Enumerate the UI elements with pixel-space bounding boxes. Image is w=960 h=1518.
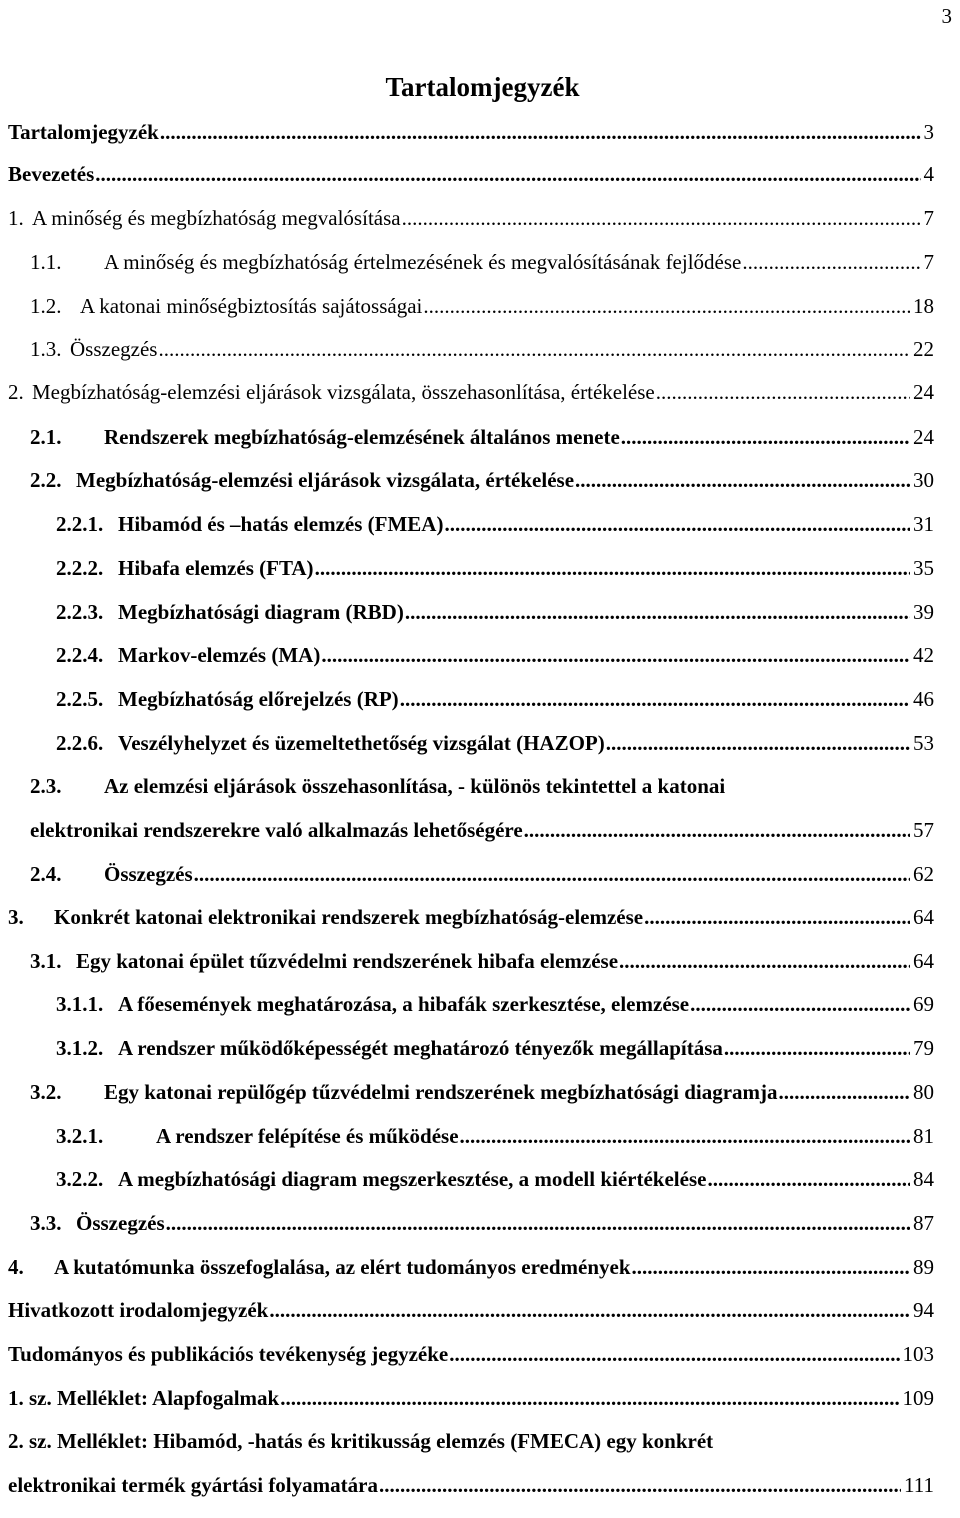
toc-entry-page: 22 bbox=[913, 337, 934, 361]
dot-leader bbox=[166, 1209, 910, 1237]
toc-entry-title: A minőség és megbízhatóság értelmezésének és megvalósításának fejlődése bbox=[104, 250, 742, 274]
toc-entry-number: 2.2.5. bbox=[56, 687, 104, 711]
toc-entry-title: Összegzés bbox=[70, 337, 158, 361]
toc-entry-number: 3.2. bbox=[30, 1080, 62, 1104]
dot-leader bbox=[269, 1296, 910, 1324]
dot-leader bbox=[405, 598, 910, 626]
dot-leader bbox=[656, 378, 910, 406]
toc-entry[interactable] bbox=[8, 118, 934, 146]
toc-entry-title: Megbízhatóság-elemzési eljárások vizsgálata, összehasonlítása, értékelése bbox=[32, 380, 655, 404]
toc-entry[interactable] bbox=[56, 510, 934, 538]
toc-entry[interactable] bbox=[8, 1340, 934, 1368]
toc-entry-page: 39 bbox=[913, 600, 934, 624]
toc-entry-title: Összegzés bbox=[76, 1211, 165, 1235]
toc-entry-page: 7 bbox=[923, 206, 934, 230]
toc-entry-page: 62 bbox=[913, 862, 934, 886]
toc-entry-title: A katonai minőségbiztosítás sajátosságai bbox=[80, 294, 423, 318]
dot-leader bbox=[742, 248, 920, 276]
dot-leader bbox=[707, 1165, 910, 1193]
toc-entry-page: 24 bbox=[913, 425, 934, 449]
toc-entry-number: 3.2.2. bbox=[56, 1167, 104, 1191]
toc-entry[interactable] bbox=[8, 160, 934, 188]
toc-entry-page: 42 bbox=[913, 643, 934, 667]
toc-entry-page: 35 bbox=[913, 556, 934, 580]
toc-entry-title: Egy katonai épület tűzvédelmi rendszerének hibafa elemzése bbox=[76, 949, 619, 973]
dot-leader bbox=[644, 903, 910, 931]
toc-entry[interactable] bbox=[8, 1253, 934, 1281]
toc-entry-number: 1.2. bbox=[30, 294, 62, 318]
toc-entry-title: A főesemények meghatározása, a hibafák szerkesztése, elemzése bbox=[118, 992, 690, 1016]
toc-entry-page: 69 bbox=[913, 992, 934, 1016]
toc-entry-page: 111 bbox=[904, 1473, 934, 1497]
toc-entry-title-continuation: elektronikai termék gyártási folyamatára bbox=[8, 1473, 378, 1497]
dot-leader bbox=[779, 1078, 910, 1106]
toc-entry-title: Bevezetés bbox=[8, 162, 95, 186]
toc-entry-title: A minőség és megbízhatóság megvalósítása bbox=[32, 206, 401, 230]
toc-entry-page: 103 bbox=[902, 1342, 934, 1366]
toc-entry-title: A rendszer működőképességét meghatározó tényezők megállapítása bbox=[118, 1036, 723, 1060]
toc-entry-title-continuation: elektronikai rendszerekre való alkalmazás lehetőségére bbox=[30, 818, 523, 842]
toc-entry[interactable] bbox=[56, 729, 934, 757]
toc-entry[interactable] bbox=[30, 335, 934, 363]
toc-entry-title: A rendszer felépítése és működése bbox=[156, 1124, 459, 1148]
toc-entry-title: A kutatómunka összefoglalása, az elért tudományos eredmények bbox=[54, 1255, 631, 1279]
toc-entry-line bbox=[30, 772, 725, 800]
toc-entry-number: 2. bbox=[8, 380, 24, 404]
toc-entry[interactable] bbox=[8, 378, 934, 406]
toc-entry-page: 79 bbox=[913, 1036, 934, 1060]
dot-leader bbox=[321, 641, 910, 669]
toc-entry-number: 2.2.6. bbox=[56, 731, 104, 755]
toc-entry-title: Veszélyhelyzet és üzemeltethetőség vizsgálat (HAZOP) bbox=[118, 731, 605, 755]
toc-entry-title: 2. sz. Melléklet: Hibamód, -hatás és kritikusság elemzés (FMECA) egy konkrét bbox=[8, 1429, 714, 1453]
dot-leader bbox=[606, 729, 910, 757]
toc-entry-title: Hibamód és –hatás elemzés (FMEA) bbox=[118, 512, 444, 536]
toc-entry-number: 3.3. bbox=[30, 1211, 62, 1235]
toc-entry-number: 2.2.1. bbox=[56, 512, 104, 536]
toc-entry[interactable] bbox=[56, 641, 934, 669]
dot-leader bbox=[280, 1384, 899, 1412]
toc-entry-number: 2.3. bbox=[30, 774, 62, 798]
toc-entry-number: 2.1. bbox=[30, 425, 62, 449]
dot-leader bbox=[449, 1340, 899, 1368]
toc-entry-title: Megbízhatósági diagram (RBD) bbox=[118, 600, 404, 624]
toc-entry-title: Markov-elemzés (MA) bbox=[118, 643, 321, 667]
dot-leader bbox=[575, 466, 910, 494]
dot-leader bbox=[524, 816, 910, 844]
toc-entry[interactable] bbox=[30, 1078, 934, 1106]
toc-entry-page: 30 bbox=[913, 468, 934, 492]
toc-entry-title: Az elemzési eljárások összehasonlítása, - különös tekintettel a katonai bbox=[104, 774, 726, 798]
toc-entry-page: 80 bbox=[913, 1080, 934, 1104]
toc-entry-title: Összegzés bbox=[104, 862, 193, 886]
toc-entry-number: 2.2. bbox=[30, 468, 62, 492]
dot-leader bbox=[724, 1034, 910, 1062]
toc-entry-number: 2.2.4. bbox=[56, 643, 104, 667]
toc-entry-number: 3.1.1. bbox=[56, 992, 104, 1016]
toc-entry[interactable] bbox=[30, 423, 934, 451]
toc-entry-line bbox=[8, 1427, 713, 1455]
dot-leader bbox=[423, 292, 910, 320]
toc-entry-page: 57 bbox=[913, 818, 934, 842]
toc-entry-page: 89 bbox=[913, 1255, 934, 1279]
toc-entry-page: 24 bbox=[913, 380, 934, 404]
dot-leader bbox=[402, 204, 921, 232]
toc-entry-title: Hibafa elemzés (FTA) bbox=[118, 556, 314, 580]
toc-entry-number: 3.1. bbox=[30, 949, 62, 973]
dot-leader bbox=[690, 990, 910, 1018]
dot-leader bbox=[460, 1122, 910, 1150]
toc-entry-page: 4 bbox=[923, 162, 934, 186]
toc-entry[interactable] bbox=[30, 292, 934, 320]
toc-entry[interactable] bbox=[56, 990, 934, 1018]
toc-entry-title: 1. sz. Melléklet: Alapfogalmak bbox=[8, 1386, 280, 1410]
dot-leader bbox=[160, 118, 921, 146]
toc-entry-number: 1.3. bbox=[30, 337, 62, 361]
toc-entry-title: Rendszerek megbízhatóság-elemzésének általános menete bbox=[104, 425, 620, 449]
toc-entry-page: 46 bbox=[913, 687, 934, 711]
toc-entry-title: Hivatkozott irodalomjegyzék bbox=[8, 1298, 269, 1322]
toc-entry[interactable] bbox=[30, 248, 934, 276]
toc-entry-page: 31 bbox=[913, 512, 934, 536]
toc-entry-page: 53 bbox=[913, 731, 934, 755]
toc-entry[interactable] bbox=[56, 1165, 934, 1193]
dot-leader bbox=[315, 554, 910, 582]
page-number: 3 bbox=[941, 4, 952, 28]
toc-entry[interactable] bbox=[56, 598, 934, 626]
toc-entry-number: 4. bbox=[8, 1255, 24, 1279]
dot-leader bbox=[619, 947, 910, 975]
toc-entry-number: 1.1. bbox=[30, 250, 62, 274]
dot-leader bbox=[95, 160, 920, 188]
toc-entry[interactable] bbox=[8, 903, 934, 931]
dot-leader bbox=[632, 1253, 910, 1281]
toc-entry-page: 109 bbox=[902, 1386, 934, 1410]
toc-entry[interactable] bbox=[56, 685, 934, 713]
dot-leader bbox=[379, 1471, 901, 1499]
toc-entry[interactable] bbox=[30, 816, 934, 844]
toc-entry-number: 3.1.2. bbox=[56, 1036, 104, 1060]
toc-entry-number: 1. bbox=[8, 206, 24, 230]
toc-entry[interactable] bbox=[56, 554, 934, 582]
toc-heading: Tartalomjegyzék bbox=[385, 72, 580, 102]
toc-entry[interactable] bbox=[8, 1471, 934, 1499]
dot-leader bbox=[158, 335, 910, 363]
toc-entry-page: 18 bbox=[913, 294, 934, 318]
toc-entry-title: Egy katonai repülőgép tűzvédelmi rendszerének megbízhatósági diagramja bbox=[104, 1080, 778, 1104]
toc-entry-number: 2.2.3. bbox=[56, 600, 104, 624]
toc-entry-title: A megbízhatósági diagram megszerkesztése, a modell kiértékelése bbox=[118, 1167, 707, 1191]
dot-leader bbox=[194, 860, 910, 888]
toc-entry-page: 7 bbox=[923, 250, 934, 274]
toc-entry-page: 94 bbox=[913, 1298, 934, 1322]
toc-entry-page: 3 bbox=[923, 120, 934, 144]
toc-entry-page: 64 bbox=[913, 905, 934, 929]
toc-entry[interactable] bbox=[30, 466, 934, 494]
toc-entry-page: 81 bbox=[913, 1124, 934, 1148]
toc-entry-title: Konkrét katonai elektronikai rendszerek megbízhatóság-elemzése bbox=[54, 905, 644, 929]
toc-entry-title: Megbízhatóság-elemzési eljárások vizsgálata, értékelése bbox=[76, 468, 575, 492]
toc-entry[interactable] bbox=[8, 204, 934, 232]
toc-entry-page: 87 bbox=[913, 1211, 934, 1235]
toc-entry[interactable] bbox=[30, 947, 934, 975]
toc-entry-page: 84 bbox=[913, 1167, 934, 1191]
toc-entry-title: Megbízhatóság előrejelzés (RP) bbox=[118, 687, 399, 711]
dot-leader bbox=[444, 510, 910, 538]
toc-entry[interactable] bbox=[30, 860, 934, 888]
toc-entry[interactable] bbox=[8, 1296, 934, 1324]
toc-entry-title: Tartalomjegyzék bbox=[8, 120, 159, 144]
toc-entry[interactable] bbox=[56, 1122, 934, 1150]
toc-entry[interactable] bbox=[8, 1384, 934, 1412]
dot-leader bbox=[400, 685, 910, 713]
toc-entry[interactable] bbox=[56, 1034, 934, 1062]
toc-entry-number: 2.2.2. bbox=[56, 556, 104, 580]
toc-entry[interactable] bbox=[30, 1209, 934, 1237]
toc-entry-page: 64 bbox=[913, 949, 934, 973]
dot-leader bbox=[621, 423, 910, 451]
toc-entry-title: Tudományos és publikációs tevékenység jegyzéke bbox=[8, 1342, 449, 1366]
toc-entry-number: 3.2.1. bbox=[56, 1124, 104, 1148]
toc-entry-number: 3. bbox=[8, 905, 24, 929]
toc-entry-number: 2.4. bbox=[30, 862, 62, 886]
